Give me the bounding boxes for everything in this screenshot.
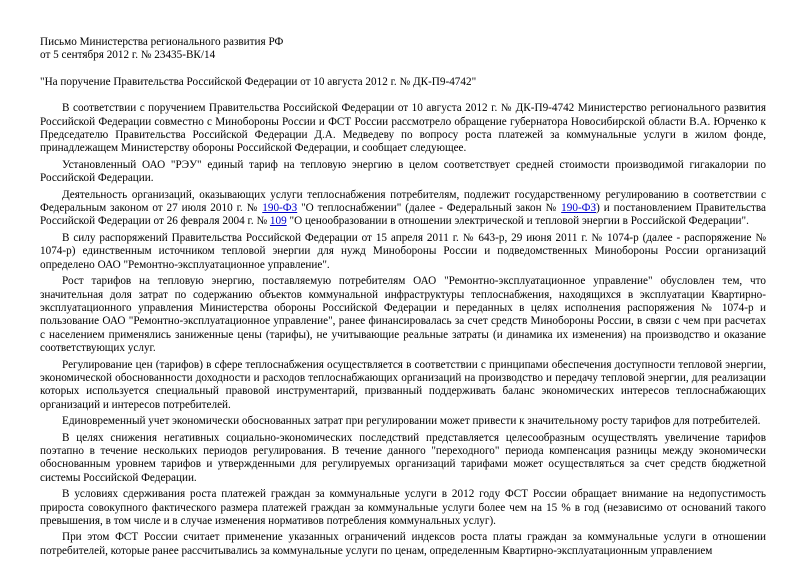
paragraph-7: Единовременный учет экономически обоснованных затрат при регулировании может привести к значительному росту тарифов для потребителей. bbox=[62, 415, 761, 428]
paragraph-3-text: ) и постановлением Правительства Российской Федерации от 26 февраля 2004 г. № bbox=[40, 202, 766, 228]
paragraph-6: Регулирование цен (тарифов) в сфере теплоснабжения осуществляется в соответствии с принципами обеспечения доступности тепловой энергии, экономической обоснованности доходности и расходов теплоснабжающих организаций на производство и передачу тепловой энергии, для реализации которых используется специальный правовой инструментарий, призванный поддерживать баланс экономических интересов теплоснабжающих организаций и интересов потребителей. bbox=[40, 358, 766, 411]
letter-subject: "На поручение Правительства Российской Федерации от 10 августа 2012 г. № ДК-П9-4742" bbox=[40, 75, 477, 88]
paragraph-10: При этом ФСТ России считает применение указанных ограничений индексов роста платы граждан за коммунальные услуги в отношении потребителей, которые ранее рассчитывались за коммунальные услуги по ценам, определенным Квартирно-эксплуатационным управлением bbox=[40, 531, 766, 557]
paragraph-1: В соответствии с поручением Правительства Российской Федерации от 10 августа 2012 г. № ДК-П9-4742 Министерство регионального развития Российской Федерации совместно с Минобороны России и ФСТ России рассмотрело обращение губернатора Новосибирской области В.А. Юрченко к Председателю Правительства Российской Федерации Д.А. Медведеву по вопросу роста платежей за коммунальные услуги в жилом фонде, принадлежащем Министерству обороны Российской Федерации, и сообщает следующее. bbox=[40, 102, 766, 155]
law-190-fz-link-2[interactable]: 190-ФЗ bbox=[561, 202, 597, 215]
paragraph-3-text: Деятельность организаций, оказывающих услуги теплоснабжения потребителям, подлежит государственному регулированию в соответствии с Федеральным законом от 27 июля 2010 г. № bbox=[40, 188, 766, 215]
paragraph-9: В условиях сдерживания роста платежей граждан за коммунальные услуги в 2012 году ФСТ России обращает внимание на недопустимость прироста совокупного фактического размера платежей граждан за коммунальные услуги более чем на 15 % в год (независимо от оснований такого превышения, в том числе и в случае изменения нормативов потребления коммунальных услуг). bbox=[40, 488, 766, 527]
paragraph-4: В силу распоряжений Правительства Российской Федерации от 15 апреля 2011 г. № 643-р, 29 июня 2011 г. № 1074-р (далее - распоряжение № 1074-р) единственным источником тепловой энергии для нужд Минобороны России и подведомственных Минобороны России организаций определено ОАО "Ремонтно-эксплуатационное управление". bbox=[40, 231, 766, 271]
paragraph-3 bbox=[40, 189, 766, 229]
letter-title: Письмо Министерства регионального развития РФ bbox=[40, 36, 284, 48]
paragraph-5: Рост тарифов на тепловую энергию, поставляемую потребителям ОАО "Ремонтно-эксплуатационное управление" обусловлен тем, что значительная доля затрат по содержанию объектов коммунальной инфраструктуры теплоснабжения, находящихся в эксплуатации Квартирно-эксплуатационного управления Министерства обороны Российской Федерации и переданных в целях исполнения распоряжения № 1074-р и пользование ОАО "Ремонтно-эксплуатационное управление", ранее финансировалась за счет средств Минобороны России, в связи с чем при расчетах с населением применялись заниженные цены (тарифы), не учитывающие реальные затраты (и динамика их изменения) на производство и оказание соответствующих услуг. bbox=[40, 275, 766, 355]
paragraph-2: Установленный ОАО "РЭУ" единый тариф на тепловую энергию в целом соответствует средней стоимости производимой гигакалории по Российской Федерации. bbox=[40, 158, 766, 185]
paragraph-3-text: "О ценообразовании в отношении электрической и тепловой энергии в Российской Федерации". bbox=[286, 215, 749, 228]
paragraph-8: В целях снижения негативных социально-экономических последствий представляется целесообразным осуществлять увеличение тарифов поэтапно в течение нескольких периодов регулирования. В течение данного "переходного" периода компенсация разницы между экономически обоснованным уровнем тарифов и утвержденными для регулируемых организаций тарифами может осуществляться за счет средств бюджетной системы Российской Федерации. bbox=[40, 431, 766, 484]
letter-date-number: от 5 сентября 2012 г. № 23435-ВК/14 bbox=[40, 49, 216, 62]
resolution-109-link[interactable]: 109 bbox=[269, 215, 287, 228]
document-page bbox=[40, 36, 766, 561]
paragraph-3-text: "О теплоснабжении" (далее - Федеральный закон № bbox=[297, 202, 562, 215]
law-190-fz-link[interactable]: 190-ФЗ bbox=[262, 202, 298, 215]
